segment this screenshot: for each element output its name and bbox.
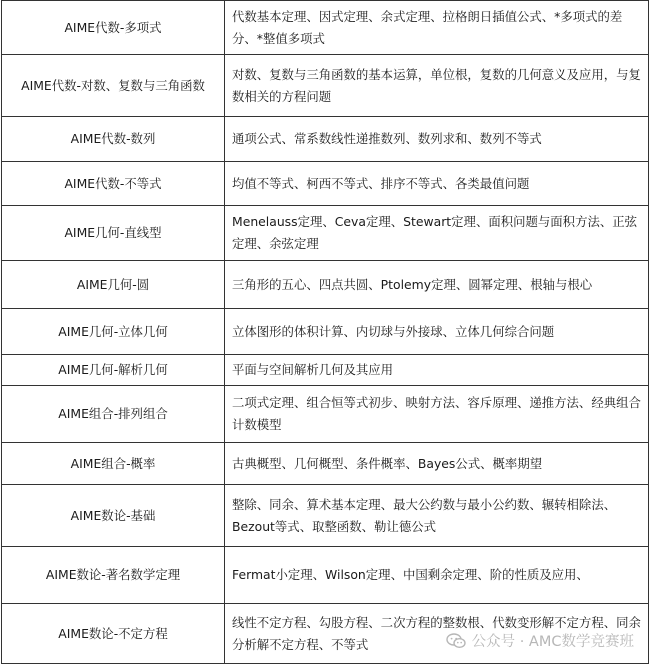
topic-name: AIME数论-著名数学定理	[2, 547, 225, 604]
wechat-icon	[446, 633, 466, 649]
topic-content: 立体图形的体积计算、内切球与外接球、立体几何综合问题	[225, 309, 649, 355]
topic-content: 整除、同余、算术基本定理、最大公约数与最小公约数、辗转相除法、Bezout等式、取整函数、勒让德公式	[225, 485, 649, 547]
table-row	[2, 485, 649, 547]
table-row	[2, 309, 649, 355]
topic-name: AIME代数-对数、复数与三角函数	[2, 55, 225, 117]
table-row	[2, 1, 649, 55]
topic-name: AIME几何-圆	[2, 261, 225, 309]
topic-name: AIME数论-基础	[2, 485, 225, 547]
topic-name: AIME数论-不定方程	[2, 604, 225, 664]
topic-content: 线性不定方程、勾股方程、二次方程的整数根、代数变形解不定方程、同余分析解不定方程、不等式	[225, 604, 649, 664]
topic-content: 古典概型、几何概型、条件概率、Bayes公式、概率期望	[225, 443, 649, 485]
table-row	[2, 355, 649, 386]
topic-content: 均值不等式、柯西不等式、排序不等式、各类最值问题	[225, 162, 649, 206]
topic-name: AIME代数-多项式	[2, 1, 225, 55]
topic-content: 通项公式、常系数线性递推数列、数列求和、数列不等式	[225, 117, 649, 162]
topic-name: AIME几何-解析几何	[2, 355, 225, 386]
watermark	[446, 630, 634, 651]
topic-name: AIME几何-立体几何	[2, 309, 225, 355]
topic-name: AIME代数-不等式	[2, 162, 225, 206]
topic-content: Fermat小定理、Wilson定理、中国剩余定理、阶的性质及应用、	[225, 547, 649, 604]
topic-content: 对数、复数与三角函数的基本运算，单位根，复数的几何意义及应用，与复数相关的方程问题	[225, 55, 649, 117]
table-row	[2, 162, 649, 206]
topic-name: AIME几何-直线型	[2, 206, 225, 261]
table-row	[2, 206, 649, 261]
topic-name: AIME组合-概率	[2, 443, 225, 485]
table-row	[2, 261, 649, 309]
topic-content: 代数基本定理、因式定理、余式定理、拉格朗日插值公式、*多项式的差分、*整值多项式	[225, 1, 649, 55]
topic-content: Menelauss定理、Ceva定理、Stewart定理、面积问题与面积方法、正弦定理、余弦定理	[225, 206, 649, 261]
topic-content: 二项式定理、组合恒等式初步、映射方法、容斥原理、递推方法、经典组合计数模型	[225, 386, 649, 443]
watermark-text: 公众号 · AMC数学竞赛班	[471, 634, 634, 650]
topics-table	[1, 0, 649, 664]
table-row	[2, 55, 649, 117]
topic-content: 三角形的五心、四点共圆、Ptolemy定理、圆幂定理、根轴与根心	[225, 261, 649, 309]
topic-name: AIME代数-数列	[2, 117, 225, 162]
topic-content: 平面与空间解析几何及其应用	[225, 355, 649, 386]
table-row	[2, 117, 649, 162]
table-row	[2, 443, 649, 485]
table-row	[2, 386, 649, 443]
topic-name: AIME组合-排列组合	[2, 386, 225, 443]
table-row	[2, 547, 649, 604]
